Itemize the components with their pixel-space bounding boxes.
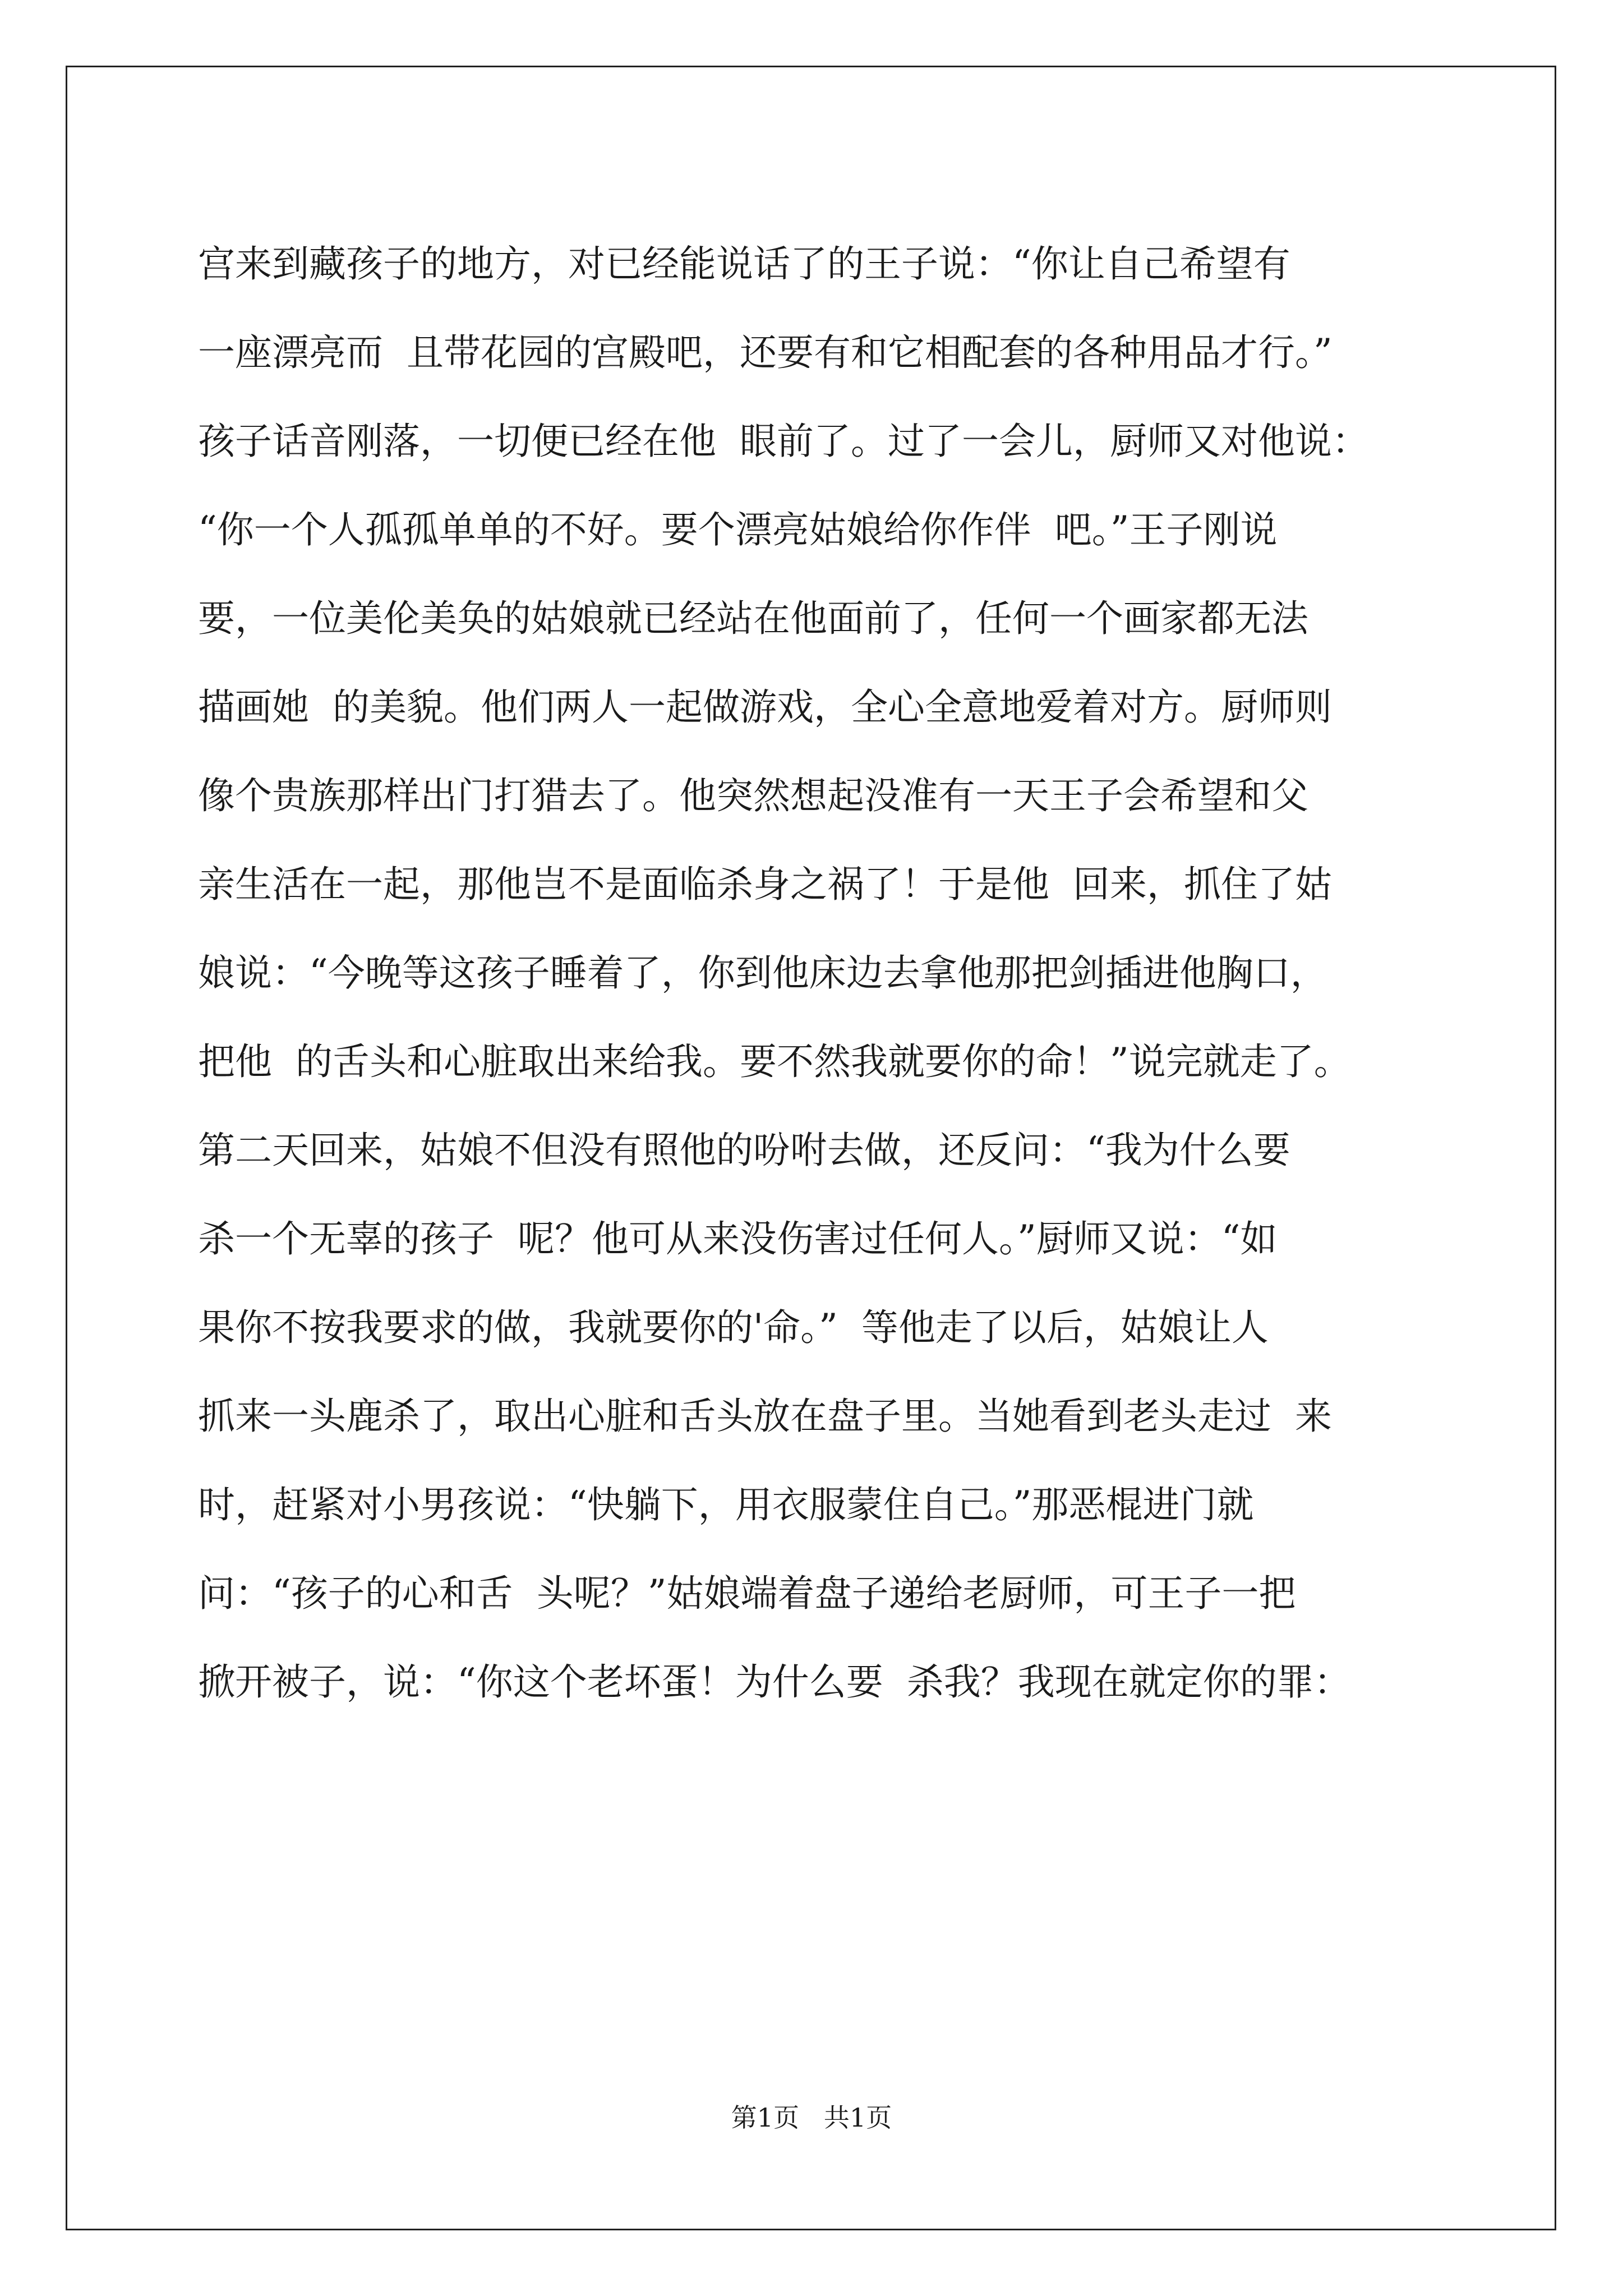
text-line-12: 杀一个无辜的孩子 呢？他可从来没伤害过任何人。”厨师又说：“如 [198,1217,1278,1260]
text-line-11: 第二天回来，姑娘不但没有照他的吩咐去做，还反问：“我为什么要 [198,1129,1290,1172]
text-line-2: 一座漂亮而 且带花园的宫殿吧，还要有和它相配套的各种用品才行。” [198,331,1332,374]
text-line-16: 问：“孩子的心和舌 头呢？”姑娘端着盘子递给老厨师，可王子一把 [198,1572,1296,1615]
text-line-17: 掀开被子，说：“你这个老坏蛋！为什么要 杀我？我现在就定你的罪： [198,1660,1351,1704]
text-line-14: 抓来一头鹿杀了，取出心脏和舌头放在盘子里。当她看到老头走过 来 [198,1395,1332,1438]
body-text [198,220,1432,1727]
text-line-6: 描画她 的美貌。他们两人一起做游戏，全心全意地爱着对方。厨师则 [198,685,1332,729]
text-line-3: 孩子话音刚落，一切便已经在他 眼前了。过了一会儿，厨师又对他说： [198,420,1369,463]
text-line-13: 果你不按我要求的做，我就要你的'命。” 等他走了以后，姑娘让人 [198,1306,1269,1349]
text-line-7: 像个贵族那样出门打猎去了。他突然想起没准有一天王子会希望和父 [198,774,1308,817]
text-line-15: 时，赶紧对小男孩说：“快躺下，用衣服蒙住自己。”那恶棍进门就 [198,1483,1254,1526]
text-line-4: “你一个人孤孤单单的不好。要个漂亮姑娘给你作伴 吧。”王子刚说 [198,508,1278,551]
page-number-footer: 第1页 共1页 [731,2102,892,2133]
text-line-9: 娘说：“今晚等这孩子睡着了，你到他床边去拿他那把剑插进他胸口， [198,951,1327,995]
text-line-5: 要，一位美伦美奂的姑娘就已经站在他面前了，任何一个画家都无法 [198,597,1308,640]
text-line-1: 宫来到藏孩子的地方，对已经能说话了的王子说：“你让自己希望有 [198,242,1290,286]
text-line-8: 亲生活在一起，那他岂不是面临杀身之祸了！于是他 回来，抓住了姑 [198,863,1332,906]
text-line-10: 把他 的舌头和心脏取出来给我。要不然我就要你的命！”说完就走了。 [198,1040,1351,1083]
